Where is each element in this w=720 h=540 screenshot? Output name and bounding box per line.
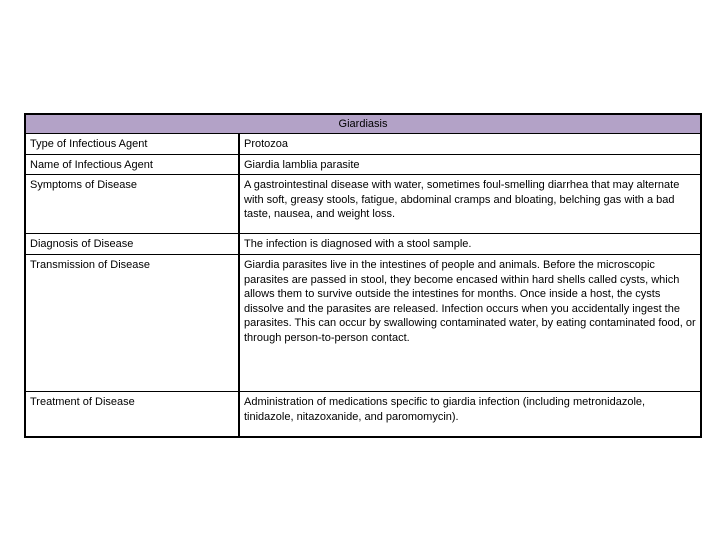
row-value: Administration of medications specific to giardia infection (including metronidazole, tinidazole, nitazoxanide, and paromomycin). — [244, 396, 646, 423]
row-value: Giardia lamblia parasite — [244, 159, 360, 171]
table-row-name — [26, 155, 700, 175]
table-row-symptoms — [26, 175, 700, 234]
row-value: Protozoa — [244, 138, 289, 150]
table-title: Giardiasis — [26, 115, 700, 134]
table-row-diagnosis — [26, 234, 700, 255]
row-label: Type of Infectious Agent — [26, 134, 240, 154]
table-row-treatment — [26, 392, 700, 436]
giardiasis-table — [24, 113, 702, 438]
row-value: A gastrointestinal disease with water, sometimes foul-smelling diarrhea that may alternate with soft, greasy stools, fatigue, abdominal cramps and bloating, belching gas with a bad taste, nausea, and weight loss. — [244, 179, 680, 220]
row-label: Transmission of Disease — [26, 255, 240, 391]
row-label: Diagnosis of Disease — [26, 234, 240, 254]
row-value: Giardia parasites live in the intestines of people and animals. Before the microscopic parasites are passed in stool, they become encased within hard shells called cysts, which allows them to survive outside the intestines for months. Once inside a host, the cysts dissolve and the parasites are released. Infection occurs when you accidentally ingest the parasites. This can occur by swallowing contaminated water, by eating contaminated food, or through person-to-person contact. — [244, 259, 696, 344]
row-label: Name of Infectious Agent — [26, 155, 240, 174]
table-row-type — [26, 134, 700, 155]
row-label: Treatment of Disease — [26, 392, 240, 436]
table-row-transmission — [26, 255, 700, 392]
row-label: Symptoms of Disease — [26, 175, 240, 233]
row-value: The infection is diagnosed with a stool sample. — [244, 238, 472, 250]
